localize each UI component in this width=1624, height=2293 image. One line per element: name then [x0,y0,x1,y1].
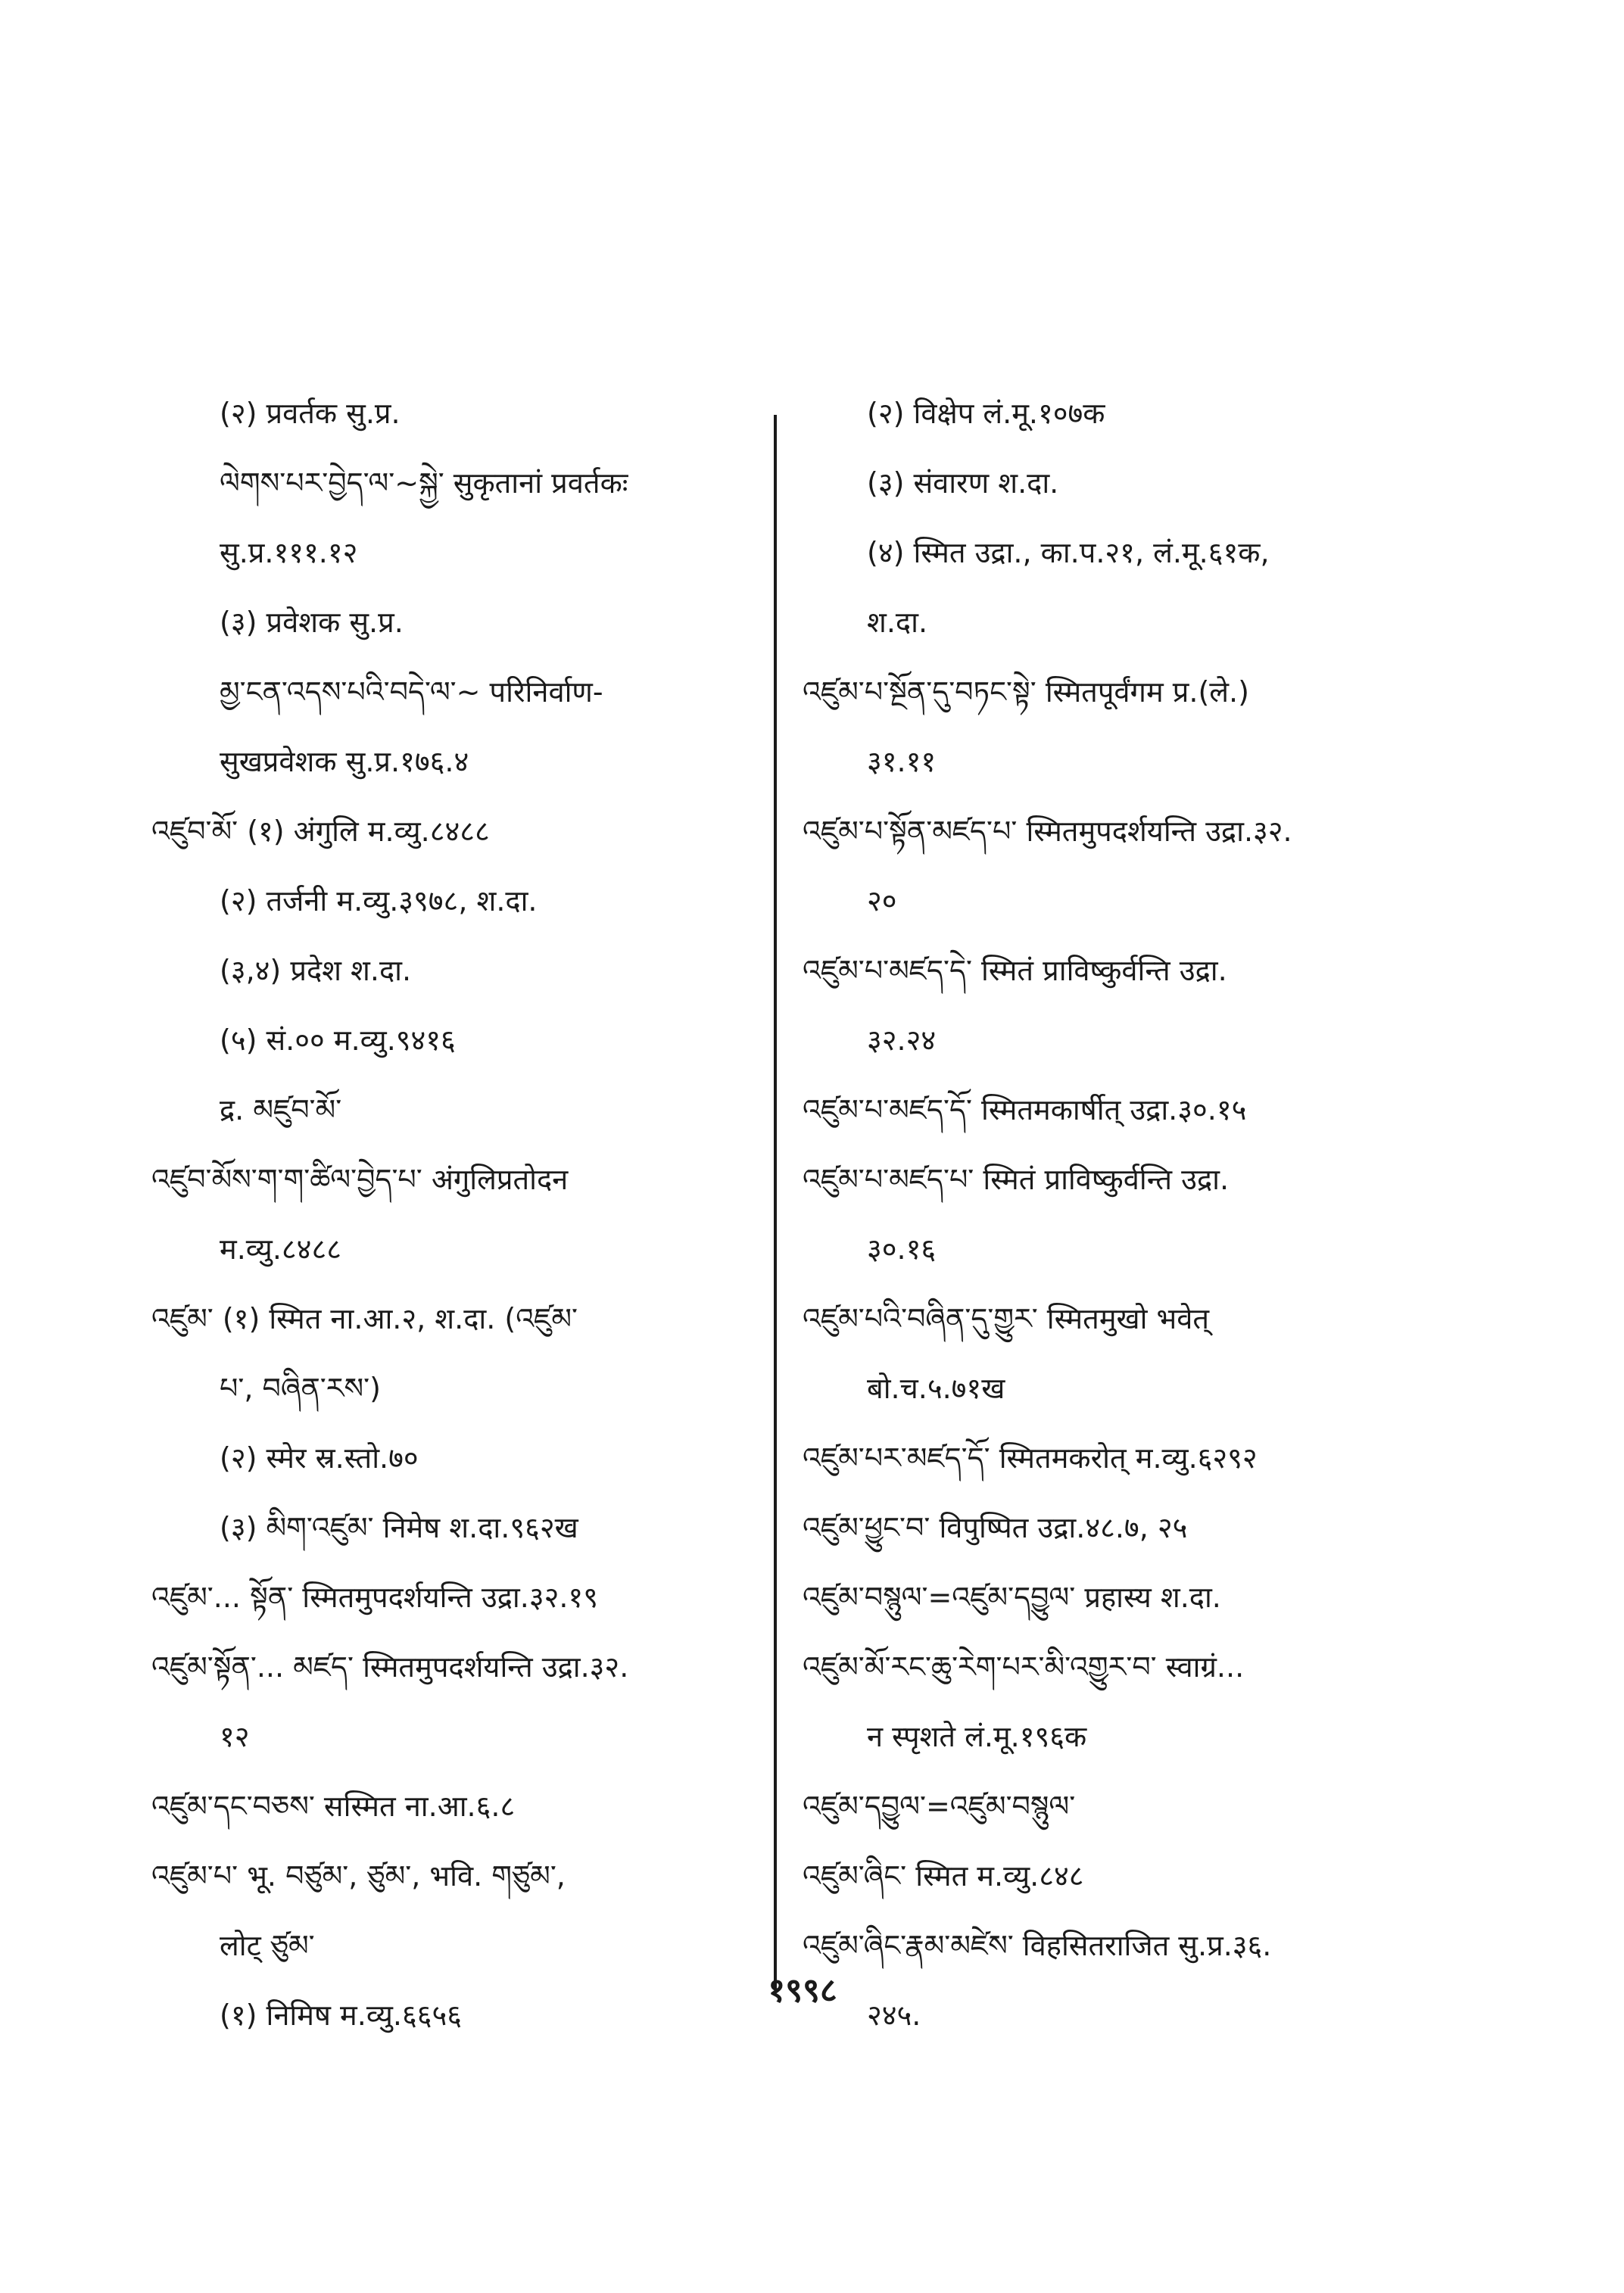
dictionary-line: (३) प्रवेशक सु.प्र. [220,606,404,639]
dictionary-line: འཛུམ་པ་སྟོན་མཛད་པ་ स्मितमुपदर्शयन्ति उद्रा.३२. [803,815,1292,848]
dictionary-line: འཛུམ་མོ་རང་ཆུ་རེག་པར་མི་འགྱུར་བ་ स्वाग्रं... [803,1650,1245,1684]
dictionary-line: འཛུམ་ཞིང་རྣམ་མཛེས་ विहसितराजित सु.प्र.३६. [803,1929,1272,1962]
dictionary-line: འཛུམ་དབྱུལ་=འཛུམ་བསྙུལ་ [803,1790,1076,1823]
dictionary-line: འཛུམ་པ་མཛད་དོ་ स्मितमकार्षीत् उद्रा.३०.१५ [803,1093,1247,1126]
dictionary-line: འཛུམ་... སྟོན་ स्मितमुपदर्शयन्ति उद्रा.३२.१९ [151,1581,598,1614]
dictionary-line: बो.च.५.७१ख [867,1372,1005,1405]
dictionary-line: सु.प्र.१११.१२ [220,536,358,569]
page-number: १९९८ [768,1971,837,2010]
dictionary-line: २४५. [867,1999,921,2032]
dictionary-line: २० [867,884,897,918]
right-column [803,379,1423,2050]
dictionary-line: ३१.११ [867,745,937,778]
dictionary-line: འཛུམ་བསྙུལ་=འཛུམ་དབྱུལ་ प्रहास्य श.दा. [803,1581,1221,1614]
dictionary-line: འཛུམ་ཞིང་ स्मित म.व्यु.८४८ [803,1859,1084,1893]
dictionary-line: འཛུམ་པ་སྔོན་དུ་བཏང་སྟེ་ स्मितपूर्वंगम प्र.(ले.) [803,675,1249,709]
left-column [151,379,750,2050]
dictionary-line: འཛུབ་མོས་ག་ག་ཚིལ་བྱེད་པ་ अंगुलिप्रतोदन [151,1163,569,1196]
dictionary-line: འཛུམ་པར་མཛད་དོ་ स्मितमकरोत् म.व्यु.६२९२ [803,1441,1258,1475]
dictionary-line: ལེགས་པར་བྱེད་ལ་~སྐྱེ་ सुकृतानां प्रवर्तकः [220,466,628,500]
dictionary-line: མྱ་ངན་འདས་པའི་བདེ་ལ་~ परिनिर्वाण- [220,675,603,709]
dictionary-line: म.व्यु.८४८८ [220,1232,341,1266]
dictionary-line: པ་, བཞིན་རས་) [220,1372,381,1405]
dictionary-line: ३०.१६ [867,1232,937,1266]
dictionary-line: འཛུམ་ (१) स्मित ना.आ.२, श.दा. (འཛུམ་ [151,1302,578,1335]
column-divider [774,415,777,1989]
dictionary-line: འཛུམ་པ་མཛད་པ་ स्मितं प्राविष्कुर्वन्ति उद्रा. [803,1163,1230,1196]
dictionary-line: (५) सं.०० म.व्यु.९४१६ [220,1023,456,1057]
dictionary-line: (१) निमिष म.व्यु.६६५६ [220,1999,462,2032]
dictionary-line: लोट् ཙུམ་ [220,1929,315,1962]
dictionary-line: འཛུམ་པ་མཛད་དེ་ स्मितं प्राविष्कुर्वन्ति उद्रा. [803,954,1227,987]
dictionary-line: (२) प्रवर्तक सु.प्र. [220,397,401,430]
dictionary-line: श.दा. [867,606,928,639]
dictionary-line: द्र. མཛུབ་མོ་ [220,1093,342,1126]
dictionary-line: (२) स्मेर स्र.स्तो.७० [220,1441,419,1475]
dictionary-line: सुखप्रवेशक सु.प्र.१७६.४ [220,745,469,778]
dictionary-line: (३) संवारण श.दा. [867,466,1059,500]
dictionary-line: འཛུམ་པ་ भू. བཙུམ་, ཙུམ་, भवि. གཙུམ་, [151,1859,566,1893]
dictionary-line: (२) विक्षेप लं.मू.१०७क [867,397,1105,430]
dictionary-line: འཛུམ་སྟོན་... མཛད་ स्मितमुपदर्शयन्ति उद्रा.३२. [151,1650,629,1684]
dictionary-line: འཛུབ་མོ་ (१) अंगुलि म.व्यु.८४८८ [151,815,490,848]
dictionary-line: (२) तर्जनी म.व्यु.३९७८, श.दा. [220,884,538,918]
dictionary-line: (३) མིག་འཛུམ་ निमेष श.दा.९६२ख [220,1511,578,1544]
dictionary-line: न स्पृशते लं.मू.१९६क [867,1720,1087,1753]
dictionary-line: འཛུམ་པའི་བཞིན་དུ་གྱུར་ स्मितमुखो भवेत् [803,1302,1210,1335]
dictionary-line: ३२.२४ [867,1023,937,1057]
dictionary-line: འཛུམ་ཕྱུང་བ་ विपुष्पित उद्रा.४८.७, २५ [803,1511,1188,1544]
dictionary-line: (४) स्मित उद्रा., का.प.२१, लं.मू.६१क, [867,536,1270,569]
dictionary-line: १२ [220,1720,250,1753]
dictionary-line: འཛུམ་དང་བཅས་ सस्मित ना.आ.६.८ [151,1790,516,1823]
dictionary-line: (३,४) प्रदेश श.दा. [220,954,412,987]
